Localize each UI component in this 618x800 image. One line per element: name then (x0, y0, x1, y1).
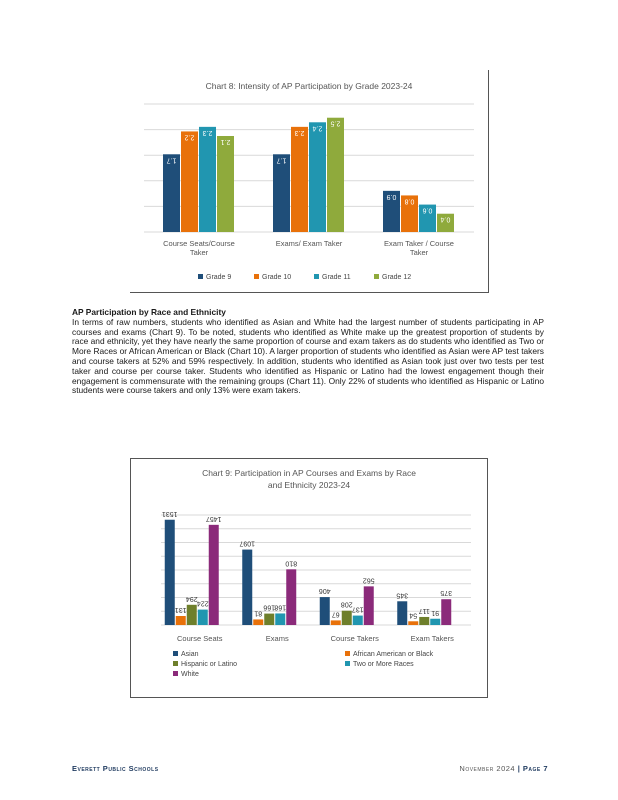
chart-8 (130, 70, 489, 293)
bar-1-3 (408, 621, 418, 625)
data-label: 1457 (205, 514, 222, 522)
bar-3-0 (198, 610, 208, 625)
bar-3-0 (217, 136, 234, 232)
footer-district: Everett Public Schools (72, 764, 159, 773)
bar-2-1 (309, 122, 326, 232)
legend-swatch (345, 651, 350, 656)
bar-3-3 (430, 619, 440, 625)
bar-0-0 (163, 154, 180, 232)
data-label: 168 (274, 603, 287, 611)
section-heading: AP Participation by Race and Ethnicity (72, 307, 226, 317)
bar-3-1 (275, 613, 285, 625)
data-label: 91 (431, 608, 440, 616)
bar-4-3 (441, 599, 451, 625)
bar-4-2 (364, 586, 374, 625)
bar-0-1 (242, 550, 252, 625)
data-label: 117 (418, 606, 430, 614)
category-label: Course Takers (330, 634, 379, 643)
bar-2-1 (264, 614, 274, 625)
data-label: 166 (263, 603, 276, 611)
category-label: Exams (265, 634, 289, 643)
footer-page-info (459, 764, 548, 773)
bar-1-0 (181, 131, 198, 232)
footer-separator: | (517, 764, 521, 773)
data-label: 224 (196, 599, 209, 607)
bar-1-1 (253, 619, 263, 625)
data-label: 137 (351, 605, 364, 613)
data-label: 2.5 (330, 119, 341, 127)
bar-3-1 (327, 118, 344, 232)
data-label: 1.7 (276, 156, 287, 164)
bar-3-2 (353, 616, 363, 625)
bar-2-0 (187, 605, 197, 625)
legend-entry: Grade 10 (262, 274, 292, 281)
chart-9-title-line1: Chart 9: Participation in AP Courses and Exams by Race (202, 468, 416, 478)
legend-swatch (314, 274, 319, 279)
data-label: 208 (340, 600, 353, 608)
data-label: 2.1 (220, 138, 231, 145)
legend-entry: Two or More Races (353, 661, 414, 668)
bar-1-0 (176, 616, 186, 625)
legend-entry: Asian (181, 651, 199, 658)
data-label: 810 (285, 559, 298, 567)
category-label: Exam Taker / Course (384, 239, 454, 248)
bar-0-0 (165, 520, 175, 625)
category-label: Exam Takers (410, 634, 454, 643)
data-label: 67 (331, 610, 340, 618)
bar-4-1 (286, 569, 296, 625)
data-label: 1097 (239, 539, 256, 547)
data-label: 345 (396, 591, 409, 599)
footer-page-number: Page 7 (522, 764, 548, 773)
chart-9-title-line2: and Ethnicity 2023-24 (267, 480, 351, 490)
legend-swatch (173, 651, 178, 656)
data-label: 2.2 (184, 133, 195, 141)
data-label: 0.8 (404, 197, 415, 205)
bar-2-0 (199, 127, 216, 232)
bar-4-0 (209, 525, 219, 625)
bar-1-2 (331, 620, 341, 625)
category-label: Course Seats (177, 634, 223, 643)
data-label: 375 (440, 589, 453, 597)
category-label: Course Seats/Course (163, 239, 235, 248)
data-label: 54 (409, 611, 418, 619)
data-label: 0.6 (422, 206, 433, 214)
bar-2-3 (419, 617, 429, 625)
legend-entry: Hispanic or Latino (181, 661, 238, 668)
legend-swatch (198, 274, 203, 279)
data-label: 1531 (161, 509, 178, 517)
legend-swatch (345, 661, 350, 666)
legend-swatch (173, 661, 178, 666)
legend-swatch (173, 671, 178, 676)
data-label: 0.9 (386, 192, 397, 200)
chart-8-title: Chart 8: Intensity of AP Participation by Grade 2023-24 (205, 81, 413, 91)
category-label: Taker (409, 248, 429, 257)
category-label: Exams/ Exam Taker (275, 239, 343, 248)
legend-entry: African American or Black (353, 651, 434, 658)
bar-0-3 (397, 601, 407, 625)
bar-0-2 (320, 597, 330, 625)
category-label: Taker (189, 248, 209, 257)
data-label: 131 (174, 605, 187, 613)
legend-entry: Grade 12 (382, 274, 412, 281)
data-label: 2.3 (202, 128, 213, 136)
chart-8-plot (130, 70, 488, 292)
data-label: 0.4 (440, 215, 451, 223)
data-label: 2.4 (312, 124, 323, 132)
bar-2-2 (342, 611, 352, 625)
legend-swatch (254, 274, 259, 279)
bar-0-1 (273, 154, 290, 232)
data-label: 1.7 (166, 156, 177, 164)
data-label: 81 (254, 609, 263, 617)
section-race-ethnicity (72, 308, 544, 396)
bar-1-1 (291, 127, 308, 232)
legend-swatch (374, 274, 379, 279)
footer-date: November 2024 (459, 764, 516, 773)
chart-9 (130, 458, 488, 698)
chart-9-plot (131, 459, 487, 697)
data-label: 562 (362, 576, 375, 584)
section-paragraph: In terms of raw numbers, students who identified as Asian and White had the largest number of students participating in AP courses and exams (Chart 9). To be noted, students who identified as White make up the greatest proportion of students by race and ethnicity, yet they have nearly the same proportion of course and exam takers as do students who identified as Two or More Races or African American or Black (Chart 10). A larger proportion of students who identified as Asian were AP test takers and course takers at 52% and 59% respectively. In addition, students who identified as Asian took just over two tests per test taker and course per course taker. Students who identified as Hispanic or Latino had the lowest engagement though their engagement is commensurate with the remaining groups (Chart 11). Only 22% of students who identified as Hispanic or Latino students were course takers and only 13% were exam takers. (72, 316, 544, 396)
data-label: 2.3 (294, 128, 305, 136)
legend-entry: White (181, 671, 199, 678)
data-label: 406 (318, 587, 331, 595)
legend-entry: Grade 9 (206, 274, 232, 281)
data-label: 294 (185, 594, 198, 602)
legend-entry: Grade 11 (322, 274, 351, 281)
